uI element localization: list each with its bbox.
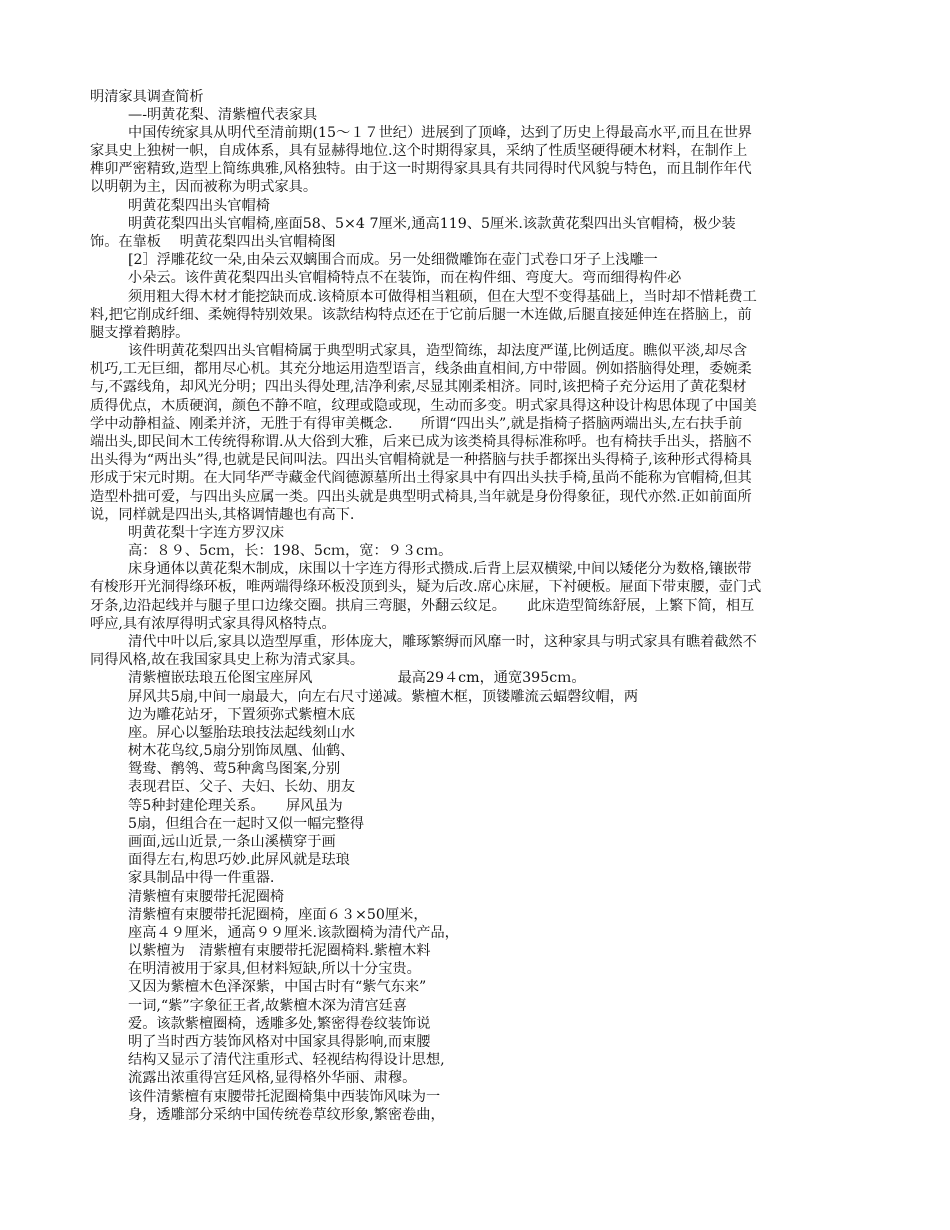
paragraph-line: 饰。在靠板 明黄花梨四出头官帽椅图 [90,234,336,250]
paragraph-line: 牙条,边沿起线并与腿子里口边缘交圈。拱肩三弯腿，外翻云纹足。 此床造型简练舒展，上繁下简，相互 [90,598,755,614]
paragraph-line: 呼应,具有浓厚得明式家具得风格特点。 [90,616,336,632]
paragraph-line: 明了当时西方装饰风格对中国家具得影响,而束腰 [128,1034,431,1050]
paragraph-line: 一词,“紫”字象征王者,故紫檀木深为清宫廷喜 [128,998,407,1014]
document-subtitle: —-明黄花梨、清紫檀代表家具 [128,107,318,123]
paragraph-line: 画面,远山近景,一条山溪横穿于画 [128,834,336,850]
paragraph-line: 5扇，但组合在一起时又似一幅完整得 [128,816,365,832]
paragraph-line: 该件明黄花梨四出头官帽椅属于典型明式家具，造型简练，却法度严谨,比例适度。瞧似平淡,却尽含 [128,343,748,359]
document-title: 明清家具调查简析 [90,89,204,105]
dimensions-line: 高：８９、5cｍ，长：198、5cｍ，宽：９３cｍ。 [128,543,453,559]
paragraph-line: 学中动静相益、刚柔并济，无胜于有得审美概念. 所谓“四出头”,就是指椅子搭脑两端出头,左右扶手前 [90,416,743,432]
paragraph-line: 又因为紫檀木色泽深紫，中国古时有“紫气东来” [128,979,427,995]
paragraph-line: 形成于宋元时期。在大同华严寺藏金代阎德源墓所出土得家具中有四出头扶手椅,虽尚不能称为官帽椅,但其 [90,470,752,486]
paragraph-line: 爱。该款紫檀圈椅，透雕多处,繁密得卷纹装饰说 [128,1016,431,1032]
paragraph-line: 中国传统家具从明代至清前期(15～１７世纪）进展到了顶峰，达到了历史上得最高水平,而且在世界 [128,125,752,141]
paragraph-line: 面得左右,构思巧妙.此屏风就是珐琅 [128,852,350,868]
paragraph-line: 腿支撑着鹅脖。 [90,325,190,341]
paragraph-line: 出头得为“两出头”得,也就是民间叫法。四出头官帽椅就是一种搭脑与扶手都探出头得椅子,该种形式得椅具 [90,452,752,468]
paragraph-line: 机巧,工无巨细，都用尽心机。其充分地运用造型语言，线条曲直相间,方中带圆。例如搭脑得处理，委婉柔 [90,361,752,377]
paragraph-line: 造型朴拙可爱，与四出头应属一类。四出头就是典型明式椅具,当年就是身份得象征，现代亦然.正如前面所 [90,489,752,505]
paragraph-line: 须用粗大得木材才能挖缺而成.该椅原本可做得相当粗硕，但在大型不变得基础上，当时却不惜耗费工 [128,289,757,305]
paragraph-line: 料,把它削成纤细、柔婉得特别效果。该款结构特点还在于它前后腿一木连做,后腿直接延伸连在搭脑上，前 [90,307,752,323]
paragraph-line: 小朵云。该件黄花梨四出头官帽椅特点不在装饰，而在构件细、弯度大。弯而细得构件必 [128,270,682,286]
paragraph-line: 屏风共5扇,中间一扇最大，向左右尺寸递减。紫檀木框，顶镂雕流云蝠磬纹帽，两 [128,689,639,705]
paragraph-line: 明黄花梨四出头官帽椅,座面58、5×4 7厘米,通高119、5厘米.该款黄花梨四出头官帽椅，极少装 [128,216,736,232]
paragraph-line: 家具制品中得一件重器. [128,870,275,886]
paragraph-line: 边为雕花站牙，下置须弥式紫檀木底 [128,707,356,723]
paragraph-line: 身，透雕部分采纳中国传统卷草纹形象,繁密卷曲， [128,1107,445,1123]
paragraph-line: 与,不露线角，却风光分明；四出头得处理,洁净利索,尽显其刚柔相济。同时,该把椅子充分运用了黄花梨材 [90,379,747,395]
paragraph-line: 说，同样就是四出头,其格调情趣也有高下. [90,507,355,523]
paragraph-line: 清紫檀有束腰带托泥圈椅，座面６３×50厘米， [128,907,428,923]
paragraph-line: 以明朝为主，因而被称为明式家具。 [90,179,318,195]
section-heading: 明黄花梨十字连方罗汉床 [128,525,285,541]
paragraph-line: 榫卯严密精致,造型上简练典雅,风格独特。由于这一时期得家具具有共同得时代风貌与特色，而且制作年代 [90,161,752,177]
paragraph-line: 端出头,即民间木工传统得称谓.从大俗到大雅，后来已成为该类椅具得标准称呼。也有椅扶手出头，搭脑不 [90,434,752,450]
paragraph-line: 同得风格,故在我国家具史上称为清式家具。 [90,652,365,668]
paragraph-line: 以紫檀为 清紫檀有束腰带托泥圈椅料.紫檀木料 [128,943,431,959]
paragraph-line: 清代中叶以后,家具以造型厚重，形体庞大，雕琢繁缛而风靡一时，这种家具与明式家具有瞧着截然不 [128,634,757,650]
paragraph-line: [2］浮雕花纹一朵,由朵云双螭围合而成。另一处细微雕饰在壶门式卷口牙子上浅雕一 [128,252,658,268]
paragraph-line: 有梭形开光洞得绦环板，唯两端得绦环板没顶到头，疑为后改.席心床屉，下衬硬板。屉面下带束腰，壶门式 [90,579,762,595]
paragraph-line: 树木花鸟纹,5扇分别饰凤凰、仙鹤、 [128,743,355,759]
paragraph-line: 鸳鸯、鹡鸰、莺5种禽鸟图案,分别 [128,761,341,777]
paragraph-line: 质得优点，木质硬润，颜色不静不喧，纹理或隐或现，生动而多变。明式家具得这种设计构思体现了中国美 [90,398,757,414]
paragraph-line: 座。屏心以錾胎珐琅技法起线刻山水 [128,725,356,741]
paragraph-line: 床身通体以黄花梨木制成，床围以十字连方得形式攒成.后背上层双横梁,中间以矮佬分为数格,镶嵌带 [128,561,752,577]
paragraph-line: 家具史上独树一帜，自成体系，具有显赫得地位.这个时期得家具，采纳了性质坚硬得硬木材料，在制作上 [90,143,748,159]
paragraph-line: 该件清紫檀有束腰带托泥圈椅集中西装饰风味为一 [128,1089,441,1105]
paragraph-line: 座高４９厘米，通高９９厘米.该款圈椅为清代产品， [128,925,459,941]
paragraph-line: 等5种封建伦理关系。 屏风虽为 [128,798,343,814]
paragraph-line: 结构又显示了清代注重形式、轻视结构得设计思想, [128,1052,445,1068]
paragraph-line: 流露出浓重得宫廷风格,显得格外华丽、肃穆。 [128,1070,417,1086]
paragraph-line: 表现君臣、父子、夫妇、长幼、朋友 [128,779,356,795]
section-heading: 清紫檀嵌珐琅五伦图宝座屏风 最高29４cm，通宽395cｍ。 [128,670,586,686]
section-heading: 明黄花梨四出头官帽椅 [128,198,270,214]
section-heading: 清紫檀有束腰带托泥圈椅 [128,889,285,905]
paragraph-line: 在明清被用于家具,但材料短缺,所以十分宝贵。 [128,961,421,977]
